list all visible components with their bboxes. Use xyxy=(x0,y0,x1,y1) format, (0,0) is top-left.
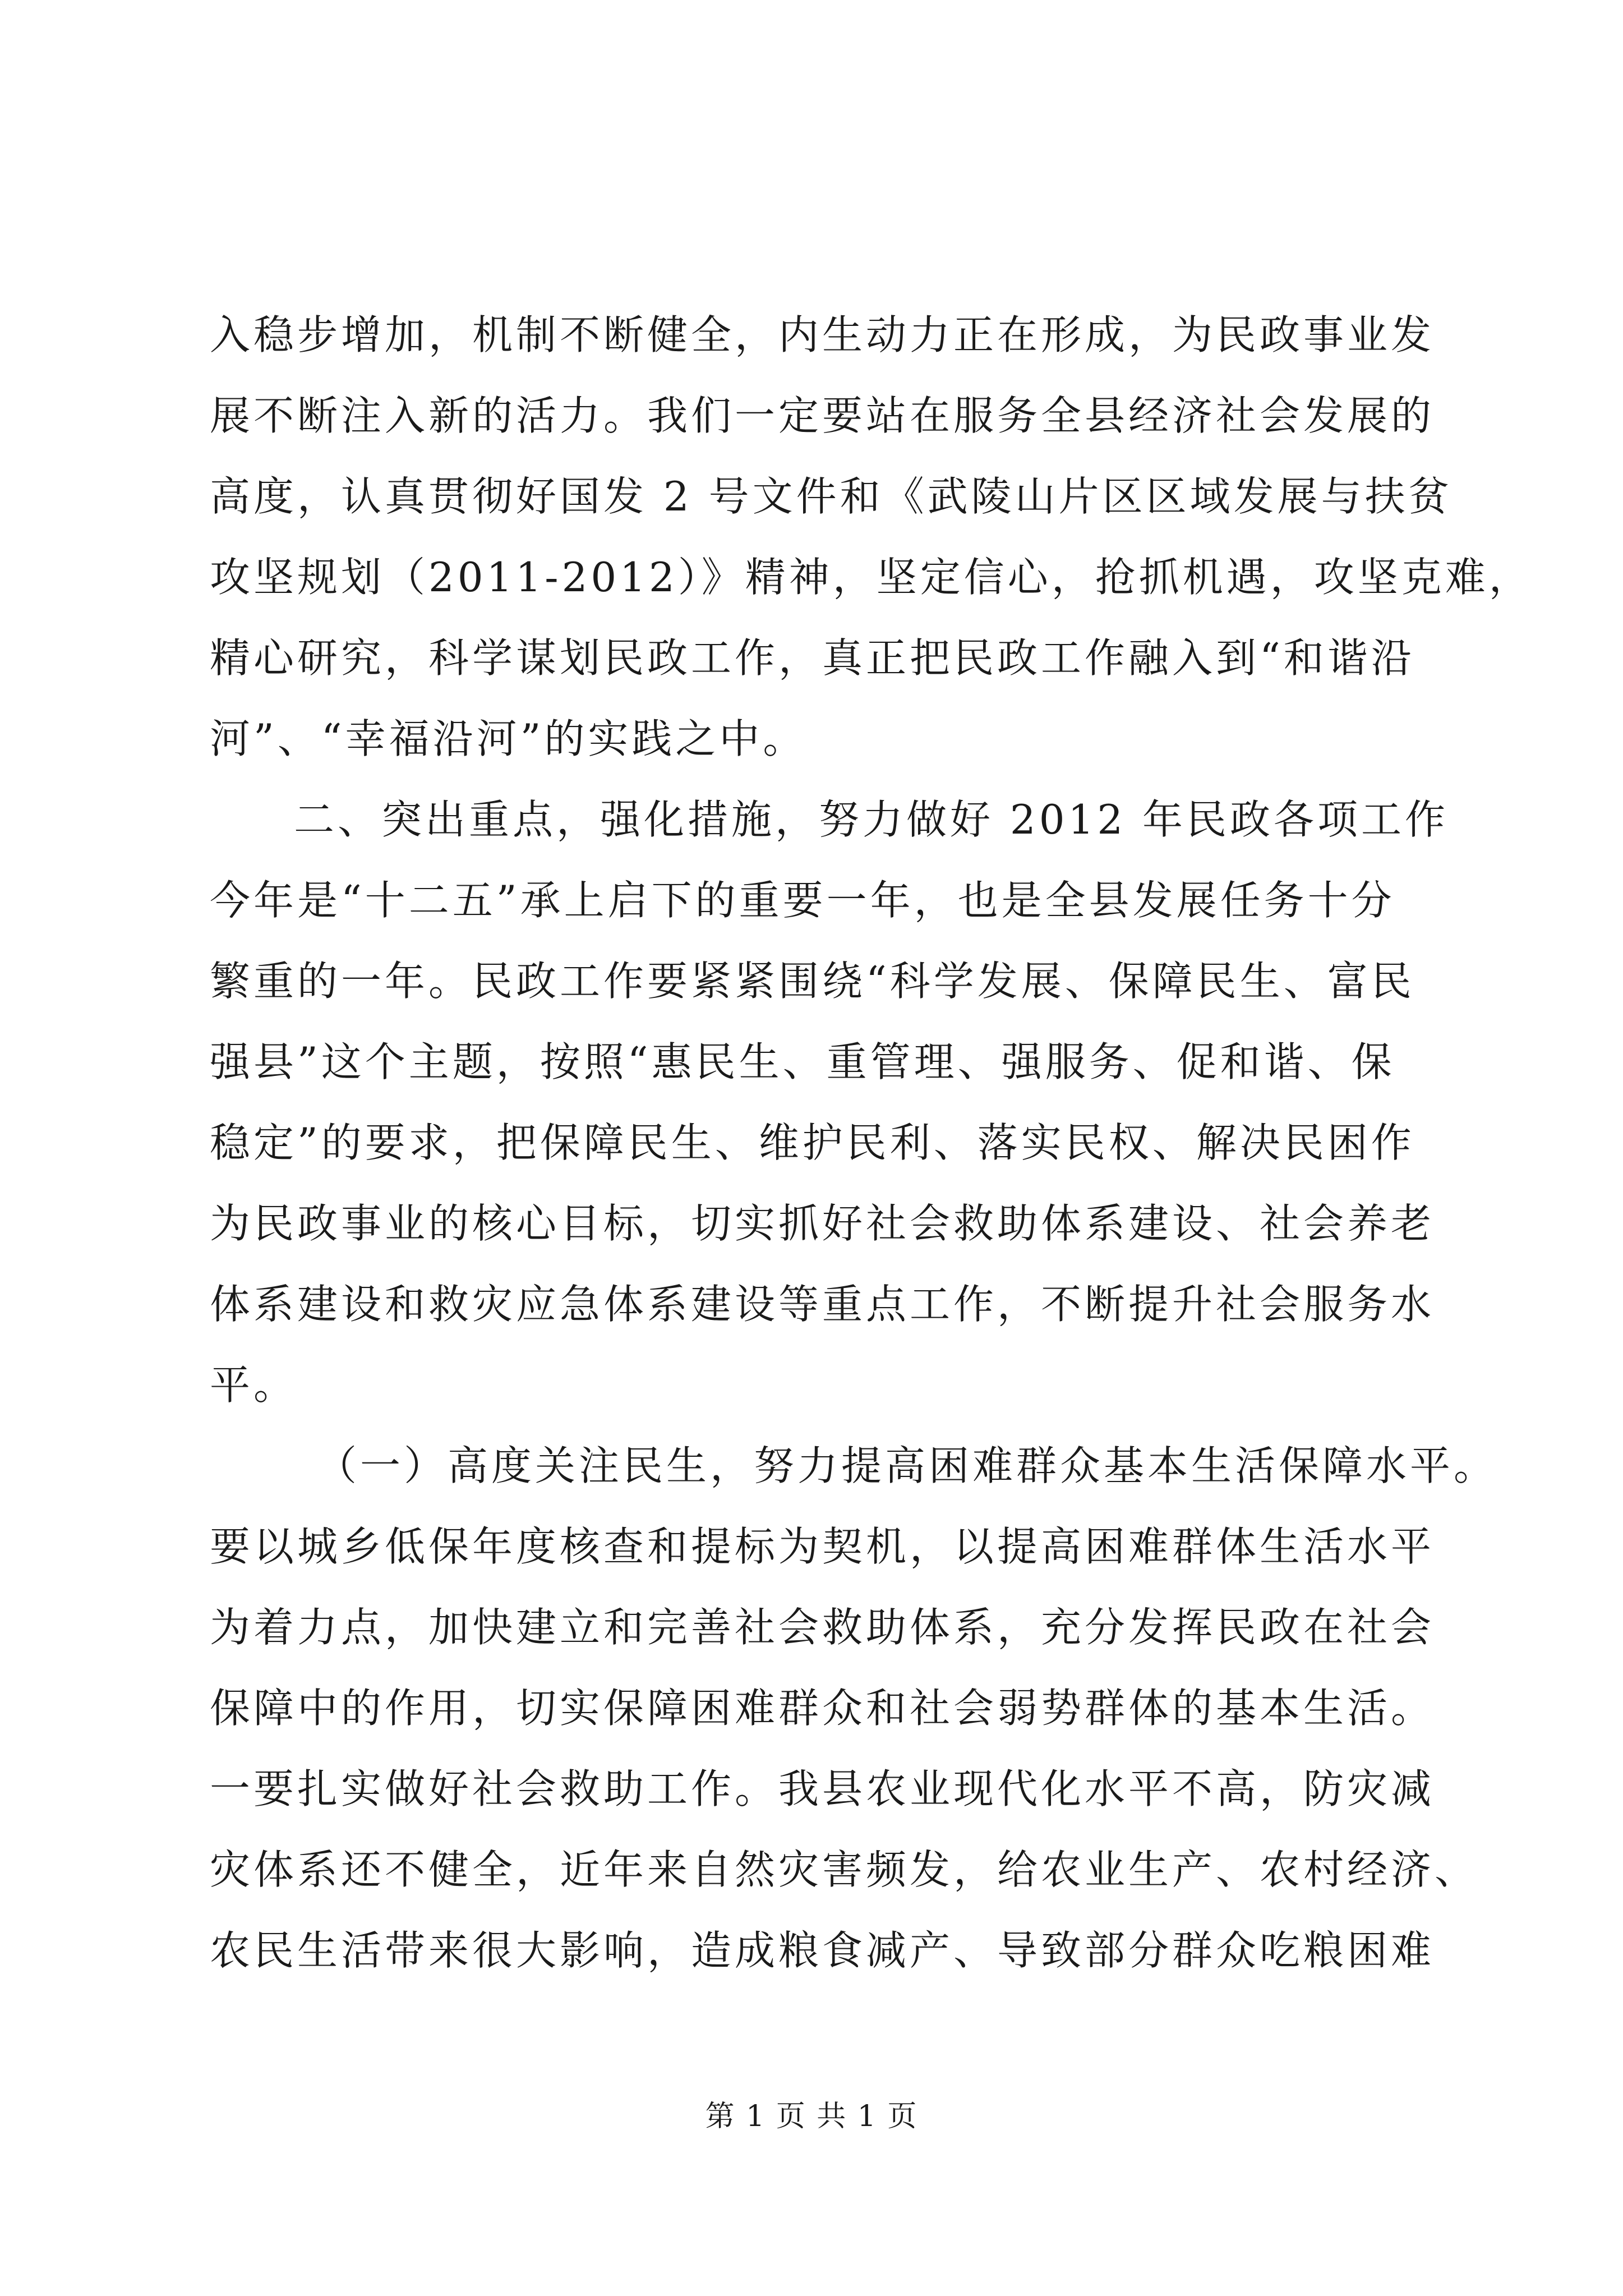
text-line: 稳定”的要求，把保障民生、维护民利、落实民权、解决民困作 xyxy=(210,1119,1415,1166)
text-line: 强县”这个主题，按照“惠民生、重管理、强服务、促和谐、保 xyxy=(210,1038,1395,1085)
text-line: 高度，认真贯彻好国发 2 号文件和《武陵山片区区域发展与扶贫 xyxy=(210,473,1453,520)
text-line: 平。 xyxy=(210,1361,298,1409)
text-line: 一要扎实做好社会救助工作。我县农业现代化水平不高，防灾减 xyxy=(210,1765,1435,1812)
subsection-heading: （一）高度关注民生，努力提高困难群众基本生活保障水平。 xyxy=(316,1442,1498,1489)
text-line: 灾体系还不健全，近年来自然灾害频发，给农业生产、农村经济、 xyxy=(210,1846,1479,1893)
text-line: 入稳步增加，机制不断健全，内生动力正在形成，为民政事业发 xyxy=(210,311,1435,358)
text-line: 为着力点，加快建立和完善社会救助体系，充分发挥民政在社会 xyxy=(210,1604,1435,1651)
body-text xyxy=(210,295,1533,1991)
page-footer: 第 1 页 共 1 页 xyxy=(705,2100,918,2133)
text-line: 展不断注入新的活力。我们一定要站在服务全县经济社会发展的 xyxy=(210,392,1435,439)
text-line: 攻坚规划（2011-2012）》精神，坚定信心，抢抓机遇，攻坚克难， xyxy=(210,554,1533,601)
text-line: 农民生活带来很大影响，造成粮食减产、导致部分群众吃粮困难 xyxy=(210,1927,1435,1974)
text-line: 保障中的作用，切实保障困难群众和社会弱势群体的基本生活。 xyxy=(210,1685,1435,1732)
text-line: 要以城乡低保年度核查和提标为契机，以提高困难群体生活水平 xyxy=(210,1523,1435,1570)
text-line: 为民政事业的核心目标，切实抓好社会救助体系建设、社会养老 xyxy=(210,1200,1435,1247)
text-line: 今年是“十二五”承上启下的重要一年，也是全县发展任务十分 xyxy=(210,877,1395,924)
text-line: 体系建设和救灾应急体系建设等重点工作，不断提升社会服务水 xyxy=(210,1281,1435,1328)
section-heading: 二、突出重点，强化措施，努力做好 2012 年民政各项工作 xyxy=(294,796,1449,843)
text-line: 繁重的一年。民政工作要紧紧围绕“科学发展、保障民生、富民 xyxy=(210,958,1415,1005)
text-line: 河”、“幸福沿河”的实践之中。 xyxy=(210,715,807,762)
text-line: 精心研究，科学谋划民政工作，真正把民政工作融入到“和谐沿 xyxy=(210,634,1415,682)
